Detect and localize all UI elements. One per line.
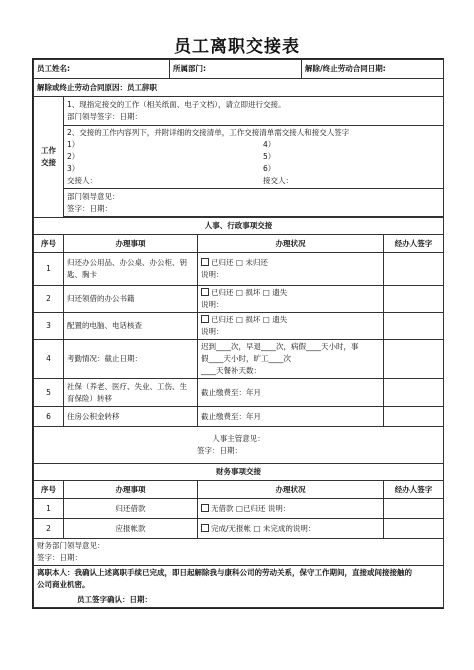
termination-reason: 解除或终止劳动合同原因：员工辞职 (34, 79, 444, 97)
work-item-1-text: 1、现指定接交的工作（相关纸面、电子文档），请立即进行交接。 (67, 100, 286, 109)
hr-opinion-label[interactable]: 人事主管意见： (212, 434, 265, 443)
work-label-line1: 工作 (41, 146, 56, 155)
hr-col-sign: 经办人签字 (384, 235, 444, 253)
termination-date-field[interactable]: 解除/终止劳动合同日期: (302, 60, 444, 79)
row-no: 6 (34, 407, 64, 427)
work-item-2-text: 2、交接的工作内容列下，并附详细的交接清单，工作交接清单需交接人和接交人签字 (67, 128, 350, 137)
row-no: 2 (34, 519, 64, 539)
hr-sign-date[interactable]: 签字：日期： (197, 446, 242, 455)
status-options: 已归还 □ 未归还 (211, 258, 268, 267)
finance-section-title: 财务事项交接 (34, 464, 444, 481)
row-status[interactable] (198, 313, 384, 340)
form-sheet (32, 58, 444, 609)
status-options: 已归还 □ 损坏 □ 遗失 (211, 288, 288, 297)
form-table (33, 59, 444, 608)
entry-1[interactable]: 1） (67, 140, 80, 149)
row-no: 2 (34, 286, 64, 313)
entry-2[interactable]: 2） (67, 152, 80, 161)
row-item: 配置的电脑、电话核查 (64, 313, 198, 340)
finance-col-status: 办理状况 (198, 481, 384, 499)
form-title: 员工离职交接表 (174, 37, 300, 57)
row-sign[interactable] (384, 499, 444, 519)
employee-name-field[interactable]: 员工姓名: (34, 60, 170, 79)
finance-leader-opinion (34, 539, 444, 566)
work-item-1 (64, 97, 444, 126)
hr-section-title: 人事、行政事项交接 (34, 218, 444, 235)
status-options: 无借款 □已归还 说明： (211, 503, 291, 513)
row-no: 1 (34, 499, 64, 519)
row-sign[interactable] (384, 313, 444, 340)
checkbox-icon[interactable] (201, 288, 209, 296)
row-item: 归还领借的办公书籍 (64, 286, 198, 313)
row-sign[interactable] (384, 253, 444, 286)
checkbox-icon[interactable] (201, 258, 209, 266)
work-label-line2: 交接 (41, 158, 56, 167)
row-status[interactable]: 截止缴费至：年月 (198, 379, 384, 407)
row-no: 4 (34, 340, 64, 379)
row-sign[interactable] (384, 286, 444, 313)
finance-sign-date[interactable]: 签字：日期： (37, 553, 82, 562)
row-item: 应报帐款 (64, 519, 198, 539)
hr-col-status: 办理状况 (198, 235, 384, 253)
row-item: 住房公积金转移 (64, 407, 198, 427)
row-sign[interactable] (384, 379, 444, 407)
statement-line-1: 离职本人：我确认上述离职手续已完成，即日起解除我与康科公司的劳动关系，保守工作期间，直接或间接接触的 (37, 568, 412, 577)
table-row (34, 313, 444, 340)
finance-opinion-label[interactable]: 财务部门领导意见： (37, 541, 105, 550)
table-row (34, 499, 444, 519)
statement-line-2: 公司商业机密。 (37, 580, 90, 589)
entry-4[interactable]: 4） (263, 140, 276, 149)
status-note[interactable]: 说明： (201, 270, 224, 279)
row-sign[interactable] (384, 340, 444, 379)
row-item: 归还借款 (64, 499, 198, 519)
attendance-line-2: 假____天小时，旷工____次 (201, 354, 291, 363)
table-row (34, 519, 444, 539)
employee-sign-date[interactable]: 员工签字确认：日期： (77, 595, 152, 604)
row-status[interactable] (198, 499, 384, 519)
entry-5[interactable]: 5） (263, 152, 276, 161)
row-no: 1 (34, 253, 64, 286)
hr-col-no: 序号 (34, 235, 64, 253)
finance-col-item: 办理事项 (64, 481, 198, 499)
department-field[interactable]: 所属部门: (170, 60, 302, 79)
finance-col-sign: 经办人签字 (384, 481, 444, 499)
finance-col-no: 序号 (34, 481, 64, 499)
checkbox-icon[interactable] (201, 315, 209, 323)
checkbox-icon[interactable] (201, 504, 209, 512)
status-note[interactable]: 说明： (201, 300, 224, 309)
status-note[interactable]: 说明： (201, 327, 224, 336)
entry-3[interactable]: 3） (67, 164, 80, 173)
row-sign[interactable] (384, 519, 444, 539)
row-status[interactable] (198, 253, 384, 286)
row-no: 5 (34, 379, 64, 407)
leader-sign-1[interactable]: 部门领导签字：日期： (67, 112, 142, 121)
hr-col-item: 办理事项 (64, 235, 198, 253)
hr-manager-opinion (34, 427, 444, 464)
row-status[interactable] (198, 340, 384, 379)
employee-statement (34, 566, 444, 608)
table-row (34, 340, 444, 379)
status-options: 已归还 □ 损坏 □ 遗失 (211, 315, 288, 324)
attendance-line-3: ____天餐补天数： (201, 366, 261, 375)
work-item-2 (64, 126, 444, 189)
row-status[interactable] (198, 519, 384, 539)
row-item: 归还办公用品、办公桌、办公柜、钥匙、胸卡 (64, 253, 198, 286)
handover-person[interactable]: 交接人： (67, 176, 97, 185)
leader-opinion-label[interactable]: 部门领导意见： (67, 191, 120, 201)
row-item: 社保（养老、医疗、失业、工伤、生育保险）转移 (64, 379, 198, 407)
work-handover-label (34, 97, 64, 218)
table-row (34, 286, 444, 313)
row-sign[interactable] (384, 407, 444, 427)
table-row (34, 253, 444, 286)
row-item: 考勤情况：截止日期： (64, 340, 198, 379)
attendance-line-1: 迟到____次，早退____次，病假____天小时，事 (201, 342, 359, 351)
leader-sign-date[interactable]: 签字：日期： (67, 203, 112, 213)
table-row (34, 407, 444, 427)
receiver-person[interactable]: 接交人： (263, 176, 293, 185)
work-leader-opinion (64, 189, 444, 217)
row-no: 3 (34, 313, 64, 340)
status-options: 完成/无报帐 □ 未完成的说明： (211, 523, 316, 533)
checkbox-icon[interactable] (201, 524, 209, 532)
table-row (34, 379, 444, 407)
row-status[interactable]: 截止缴费至：年月 (198, 407, 384, 427)
row-status[interactable] (198, 286, 384, 313)
entry-6[interactable]: 6） (263, 164, 276, 173)
